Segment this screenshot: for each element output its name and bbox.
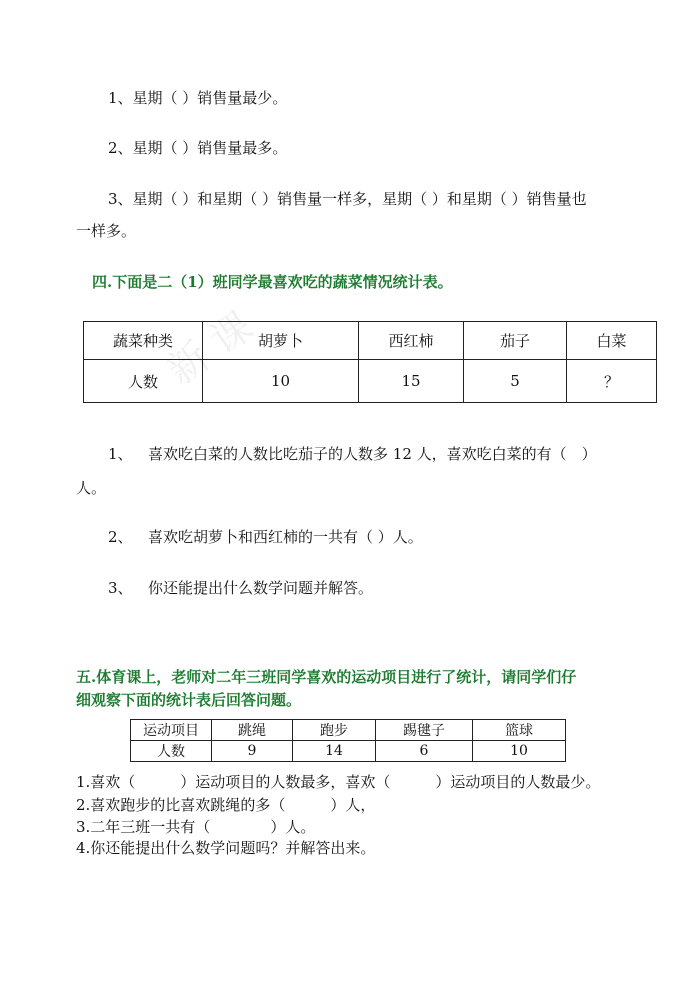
table-row [131, 741, 566, 762]
table-cell: 6 [376, 741, 473, 762]
table-cell: 15 [359, 360, 464, 403]
table-cell: 跳绳 [212, 720, 293, 741]
s4-question-1-cont: 人。 [76, 479, 107, 497]
table-header-row [84, 322, 657, 360]
table-cell: 茄子 [464, 322, 567, 360]
table-header-row [131, 720, 566, 741]
table-cell: 跑步 [293, 720, 376, 741]
question-1: 1、星期（ ）销售量最少。 [108, 89, 288, 107]
table-cell: 蔬菜种类 [84, 322, 203, 360]
table-cell: 踢毽子 [376, 720, 473, 741]
table-cell: 篮球 [473, 720, 566, 741]
question-3-line-1: 3、星期（ ）和星期（ ）销售量一样多，星期（ ）和星期（ ）销售量也 [108, 190, 587, 208]
section-5-title-line-1: 五.体育课上，老师对二年三班同学喜欢的运动项目进行了统计，请同学们仔 [76, 668, 577, 686]
watermark: 新 课 [159, 303, 262, 395]
s4-question-2: 喜欢吃胡萝卜和西红柿的一共有（ ）人。 [148, 528, 423, 546]
table-row [84, 360, 657, 403]
section-4-title: 四.下面是二（1）班同学最喜欢吃的蔬菜情况统计表。 [92, 273, 453, 291]
table-cell: 人数 [84, 360, 203, 403]
table-cell: 人数 [131, 741, 212, 762]
s4-question-3-number: 3、 [108, 579, 133, 597]
s5-question-4: 4.你还能提出什么数学问题吗？并解答出来。 [76, 839, 376, 857]
table-cell: 白菜 [567, 322, 657, 360]
table-cell: 运动项目 [131, 720, 212, 741]
table-cell: 5 [464, 360, 567, 403]
s5-question-3: 3.二年三班一共有（ ）人。 [76, 818, 316, 836]
vegetable-table [83, 321, 657, 403]
sports-table [130, 719, 566, 762]
s4-question-2-number: 2、 [108, 528, 133, 546]
table-cell: 西红柿 [359, 322, 464, 360]
table-cell: 胡萝卜 [203, 322, 359, 360]
question-2: 2、星期（ ）销售量最多。 [108, 139, 288, 157]
s4-question-1: 喜欢吃白菜的人数比吃茄子的人数多 12 人，喜欢吃白菜的有（ ） [148, 445, 597, 463]
s5-question-1: 1.喜欢（ ）运动项目的人数最多，喜欢（ ）运动项目的人数最少。 [76, 773, 601, 791]
table-cell: 14 [293, 741, 376, 762]
s4-question-3: 你还能提出什么数学问题并解答。 [148, 579, 374, 597]
table-cell: 9 [212, 741, 293, 762]
section-5-title-line-2: 细观察下面的统计表后回答问题。 [76, 691, 302, 709]
table-cell: ？ [567, 360, 657, 403]
s5-question-2: 2.喜欢跑步的比喜欢跳绳的多（ ）人， [76, 796, 376, 814]
s4-question-1-number: 1、 [108, 445, 133, 463]
table-cell: 10 [473, 741, 566, 762]
table-cell: 10 [203, 360, 359, 403]
question-3-line-2: 一样多。 [76, 222, 137, 240]
